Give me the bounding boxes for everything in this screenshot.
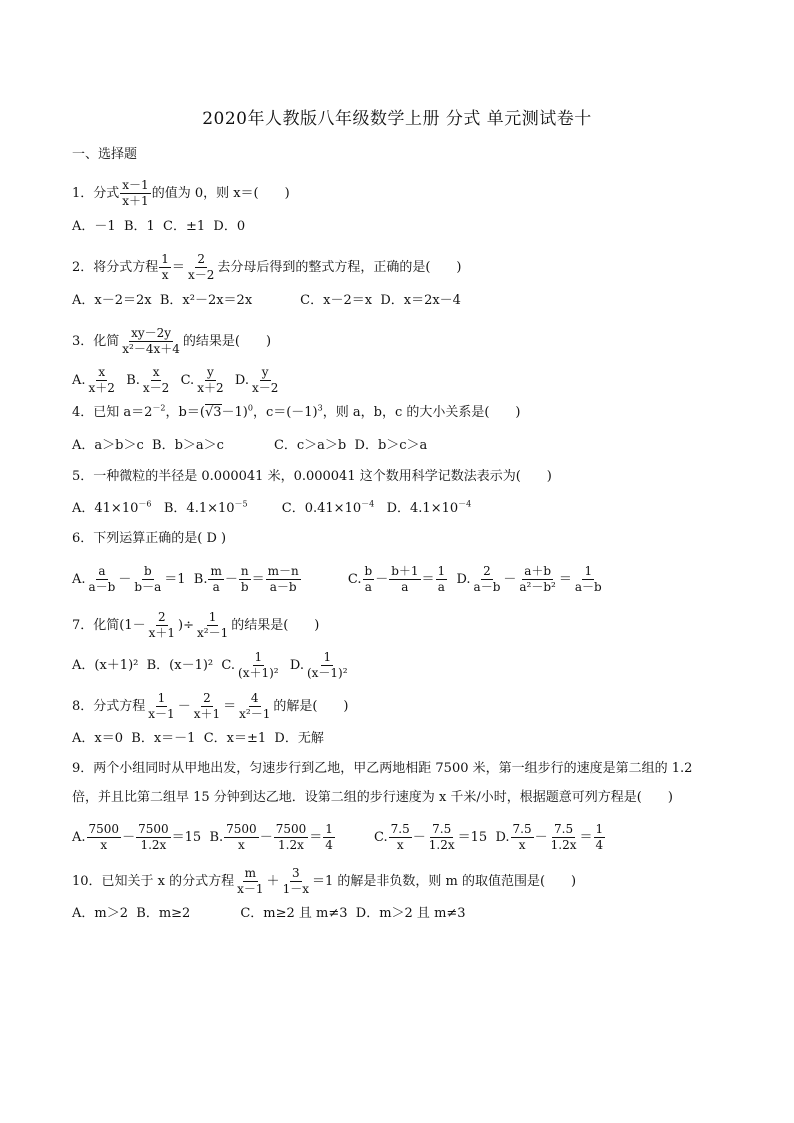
option-d[interactable]: D．0 — [213, 219, 246, 234]
option-c[interactable]: C．±1 — [163, 219, 206, 234]
option-a[interactable]: A．$41\times 10^{-6}$ — [72, 499, 152, 516]
question-10 — [72, 866, 576, 897]
option-b[interactable]: B．m≥2 — [136, 906, 191, 921]
option-d[interactable]: D．x＝2x－4 — [380, 293, 461, 308]
fraction: $\frac{7500}{1.2x}$ — [275, 822, 307, 852]
question-3-options — [72, 365, 281, 396]
option-b[interactable]: B．$4.1\times 10^{-5}$ — [163, 499, 248, 516]
option-a[interactable]: A．a＞b＞c — [72, 438, 144, 453]
option-b[interactable]: B．(x－1)² — [146, 658, 214, 673]
fraction: $\frac{7.5}{1.2x}$ — [550, 822, 577, 852]
option-a[interactable]: A．m＞2 — [72, 906, 128, 921]
question-text: 4．已知 a＝2 — [72, 405, 153, 420]
fraction: $\frac{x}{x-2}$ — [142, 365, 170, 395]
fraction: $\frac{b+1}{a}$ — [391, 564, 419, 594]
question-text: 去分母后得到的整式方程，正确的是( ) — [217, 260, 462, 275]
option-d[interactable]: D. $\frac{1}{\text{(x－1)²}}$ — [289, 650, 348, 680]
page-title: 2020年人教版八年级数学上册 分式 单元测试卷十 — [202, 109, 592, 129]
section-heading: 一、选择题 — [72, 147, 138, 162]
exponent: 3 — [317, 403, 323, 413]
option-d[interactable]: D．b＞c＞a — [354, 438, 428, 453]
fraction: $\frac{3}{1-x}$ — [282, 866, 309, 896]
option-a[interactable]: A．x＝0 — [72, 731, 123, 746]
fraction: $\frac{1}{\text{x²－1}}$ — [197, 610, 229, 640]
option-b[interactable]: B．b＞a＞c — [152, 438, 224, 453]
question-text: ＝1 的解是非负数，则 m 的取值范围是( ) — [311, 874, 577, 889]
option-a[interactable]: A. $\frac{7500}{x}$ － $\frac{7500}{1.2x}$ ＝15 — [72, 822, 202, 852]
fraction: $\frac{m-n}{a-b}$ — [267, 564, 299, 594]
fraction: $\frac{2}{x-2}$ — [187, 252, 215, 282]
fraction: $\frac{m}{a}$ — [210, 564, 222, 594]
question-text: 1．分式 — [72, 186, 120, 201]
option-c[interactable]: C．c＞a＞b — [273, 438, 347, 453]
fraction: $\frac{7500}{x}$ — [226, 822, 257, 852]
question-5: 5．一种微粒的半径是 0.000041 米，0.000041 这个数用科学记数法表示为( ) — [72, 469, 552, 484]
exponent: －2 — [152, 403, 166, 413]
question-text: 10．已知关于 x 的分式方程 — [72, 874, 235, 889]
option-b[interactable]: B．x²－2x＝2x — [159, 293, 253, 308]
exponent: －4 — [361, 499, 375, 509]
option-c[interactable]: C．x－2＝x — [300, 293, 373, 308]
exponent: －4 — [458, 499, 472, 509]
option-c[interactable]: C. $\frac{1}{\text{(x＋1)²}}$ — [221, 650, 279, 680]
fraction: $\frac{y}{x-2}$ — [251, 365, 279, 395]
fraction: $\frac{1}{4}$ — [595, 822, 604, 852]
option-a[interactable]: A．－1 — [72, 219, 116, 234]
plus-sign: ＋ — [266, 874, 280, 889]
option-d[interactable]: D．无解 — [274, 731, 324, 746]
fraction: $\frac{1}{4}$ — [325, 822, 333, 852]
question-10-options — [72, 905, 466, 923]
fraction: $\frac{2}{a-b}$ — [473, 564, 501, 594]
option-c[interactable]: C．x＝±1 — [203, 731, 267, 746]
fraction: $\frac{1}{x}$ — [161, 252, 169, 282]
fraction: $\frac{7.5}{1.2x}$ — [428, 822, 455, 852]
option-d[interactable]: D．m＞2 且 m≠3 — [355, 906, 466, 921]
question-9-line-1: 9．两个小组同时从甲地出发，匀速步行到乙地，甲乙两地相距 7500 米，第一组步行的速度是第二组的 1.2 — [72, 761, 693, 776]
question-5-options — [72, 500, 471, 518]
question-7-options — [72, 650, 351, 681]
option-c[interactable]: C. $\frac{b}{a}$ － $\frac{b+1}{a}$ ＝ $\frac{1}{a}$ — [347, 564, 446, 594]
question-4-options — [72, 437, 427, 455]
fraction: $\frac{2}{x+1}$ — [193, 691, 221, 721]
option-b[interactable]: B. $\frac{7500}{x}$ － $\frac{7500}{1.2x}$ ＝ $\frac{1}{4}$ — [209, 822, 333, 852]
question-text: ，c＝(－1) — [252, 405, 318, 420]
option-d[interactable]: D. $\frac{y}{x-2}$ — [234, 365, 279, 395]
option-c[interactable]: C．$0.41\times 10^{-4}$ — [281, 499, 375, 516]
question-text: 8．分式方程 — [72, 699, 146, 714]
question-9-line-2: 倍，并且比第二组早 15 分钟到达乙地．设第二组的步行速度为 x 千米/小时，根据题意可列方程是( ) — [72, 790, 673, 805]
fraction: $\frac{7500}{1.2x}$ — [138, 822, 169, 852]
option-a[interactable]: A. $\frac{x}{x+2}$ — [72, 365, 115, 395]
fraction: $\frac{xy-2y}{\text{x²－4x＋4}}$ — [122, 326, 180, 356]
option-b[interactable]: B. $\frac{m}{a}$ － $\frac{n}{b}$ ＝ $\frac{m-n}{a-b}$ — [193, 564, 299, 594]
option-b[interactable]: B．x＝－1 — [131, 731, 196, 746]
fraction: $\frac{b}{a}$ — [364, 564, 373, 594]
equals-sign: ＝ — [223, 699, 237, 714]
fraction: $\frac{2}{x+1}$ — [148, 610, 176, 640]
question-text: )÷ — [178, 618, 194, 633]
fraction: $\frac{1}{\text{(x－1)²}}$ — [306, 650, 348, 680]
minus-sign: － — [177, 699, 191, 714]
option-b[interactable]: B. $\frac{x}{x-2}$ — [126, 365, 170, 395]
question-3 — [72, 326, 271, 357]
fraction: $\frac{n}{b}$ — [240, 564, 249, 594]
exponent: －6 — [138, 499, 152, 509]
fraction: $\frac{a}{a-b}$ — [88, 564, 116, 594]
question-9-options — [72, 822, 606, 853]
exponent: 0 — [247, 403, 253, 413]
fraction: $\frac{4}{\text{x²－1}}$ — [239, 691, 271, 721]
exponent: －5 — [234, 499, 248, 509]
square-root: √3 — [204, 405, 222, 420]
option-d[interactable]: D．$4.1\times 10^{-4}$ — [386, 499, 472, 516]
fraction: $\frac{b}{b-a}$ — [134, 564, 162, 594]
question-1 — [72, 178, 290, 209]
question-text: 3．化简 — [72, 334, 120, 349]
question-text: 的解是( ) — [273, 699, 349, 714]
question-text: 的结果是( ) — [231, 618, 320, 633]
option-d[interactable]: D. $\frac{7.5}{x}$ － $\frac{7.5}{1.2x}$ ＝ $\frac{1}{4}$ — [495, 822, 604, 852]
fraction: $\frac{1}{x-1}$ — [148, 691, 175, 721]
option-a[interactable]: A．x－2＝2x — [72, 293, 152, 308]
fraction: $\frac{y}{x+2}$ — [197, 365, 224, 395]
option-a[interactable]: A．(x＋1)² — [72, 658, 139, 673]
question-text: 2．将分式方程 — [72, 260, 159, 275]
option-b[interactable]: B．1 — [123, 219, 155, 234]
question-8-options — [72, 730, 324, 748]
fraction: $\frac{1}{a-b}$ — [574, 564, 602, 594]
question-1-options — [72, 218, 245, 236]
question-text: ，b＝( — [165, 405, 205, 420]
option-a[interactable]: A. $\frac{a}{a-b}$ － $\frac{b}{b-a}$ ＝1 — [72, 564, 186, 594]
equals-sign: ＝ — [171, 260, 185, 275]
question-text: ，则 a，b，c 的大小关系是( ) — [322, 405, 521, 420]
question-2-options — [72, 292, 461, 310]
option-d[interactable]: D. $\frac{2}{a-b}$ － $\frac{a+b}{\text{a²－b²}}$ ＝ $\frac{1}{a-b}$ — [456, 564, 602, 594]
option-c[interactable]: C. $\frac{y}{x+2}$ — [180, 365, 224, 395]
fraction: $\frac{7.5}{x}$ — [512, 822, 532, 852]
fraction: $\frac{7.5}{x}$ — [390, 822, 410, 852]
question-text: 7．化简(1－ — [72, 618, 146, 633]
question-6: 6．下列运算正确的是( D ) — [72, 531, 227, 546]
option-c[interactable]: C．m≥2 且 m≠3 — [240, 906, 348, 921]
question-text: －1) — [221, 405, 248, 420]
fraction: $\frac{1}{\text{(x＋1)²}}$ — [238, 650, 279, 680]
option-c[interactable]: C. $\frac{7.5}{x}$ － $\frac{7.5}{1.2x}$ ＝15 — [374, 822, 488, 852]
fraction: $\frac{x}{x+2}$ — [88, 365, 115, 395]
question-text: 的值为 0，则 x＝( ) — [151, 186, 290, 201]
fraction: $\frac{a+b}{\text{a²－b²}}$ — [519, 564, 556, 594]
question-8 — [72, 691, 349, 722]
fraction: $\frac{1}{a}$ — [437, 564, 446, 594]
question-text: 的结果是( ) — [182, 334, 272, 349]
fraction: $\frac{x-1}{x+1}$ — [122, 178, 149, 208]
question-6-options — [72, 564, 605, 595]
fraction: $\frac{m}{x-1}$ — [237, 866, 264, 896]
question-2 — [72, 252, 462, 283]
question-7 — [72, 610, 319, 641]
fraction: $\frac{7500}{x}$ — [88, 822, 120, 852]
question-4 — [72, 404, 521, 422]
